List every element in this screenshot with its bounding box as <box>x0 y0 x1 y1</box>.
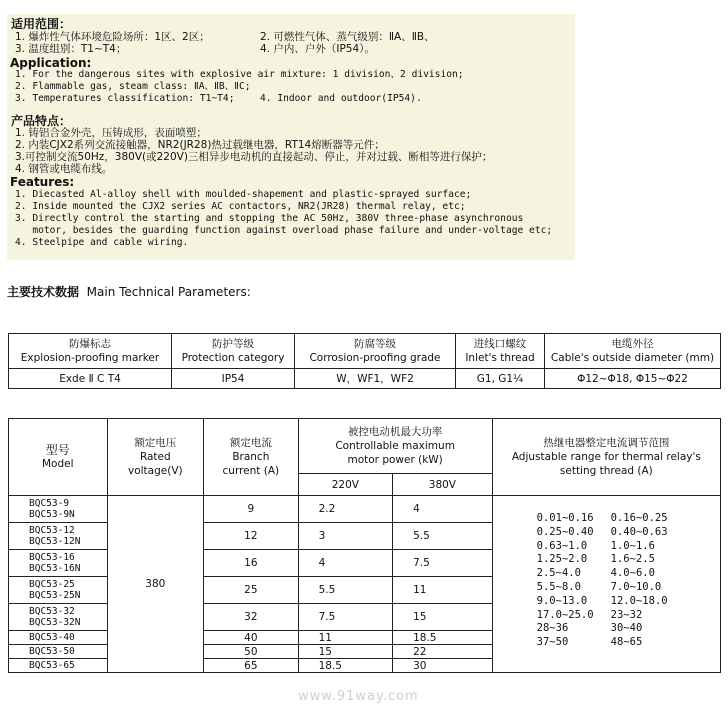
power-220-cell: 3 <box>298 523 393 550</box>
table-cell: Exde Ⅱ C T4 <box>9 369 172 389</box>
power-220-cell: 18.5 <box>298 659 393 673</box>
features-en-item: 2. Inside mounted the CJX2 series AC contactors, NR2(JR28) thermal relay, etc; <box>15 201 466 212</box>
relay-range-cell <box>492 496 720 673</box>
header-en: setting thread (A) <box>559 465 653 477</box>
table-header-row <box>9 419 721 474</box>
header-relay <box>492 419 720 496</box>
header-power <box>298 419 492 474</box>
table-cell: G1, G1¼ <box>456 369 545 389</box>
relay-range-row <box>537 581 720 595</box>
current-cell: 50 <box>204 645 299 659</box>
relay-range-low: 5.5~8.0 <box>536 580 581 593</box>
header-en: Adjustable range for thermal relay's <box>511 451 701 463</box>
protection-table <box>8 333 721 389</box>
power-220-cell: 4 <box>298 550 393 577</box>
header-220v: 220V <box>298 474 393 496</box>
scope-en-item: 2. Flammable gas, steam class: ⅡA、ⅡB、ⅡC; <box>15 81 251 92</box>
relay-range-row <box>537 553 720 567</box>
relay-range-low: 28~36 <box>536 622 569 635</box>
features-cn-item: 2. 内装CJX2系列交流接触器，NR2(JR28)热过载继电器，RT14熔断器等元件； <box>15 139 385 151</box>
relay-range-row <box>537 512 720 526</box>
features-cn-item: 3.可控制交流50Hz，380V(或220V)三相异步电动机的直接起动、停止，并对过载、断相等进行保护； <box>15 151 493 163</box>
current-cell: 65 <box>204 659 299 673</box>
current-cell: 40 <box>204 631 299 645</box>
header-en: Rated <box>139 451 171 463</box>
relay-range-high: 1.6~2.5 <box>610 553 655 566</box>
scope-en-item: 3. Temperatures classification: T1~T4; <box>15 93 235 104</box>
features-en-item: motor, besides the guarding function against overload phase failure and under-voltage etc; <box>15 225 553 236</box>
power-380-cell: 5.5 <box>393 523 493 550</box>
header-marker <box>9 334 172 369</box>
relay-range-high: 4.0~6.0 <box>610 567 655 580</box>
specs-table <box>8 418 721 673</box>
power-220-cell: 2.2 <box>298 496 393 523</box>
scope-cn-item: 2. 可燃性气体、蒸气级别：ⅡA、ⅡB、 <box>260 31 435 43</box>
power-220-cell: 11 <box>298 631 393 645</box>
header-en: Controllable maximum <box>335 440 455 453</box>
model-cell: BQC53-25 BQC53-25N <box>9 577 108 604</box>
relay-range-low: 0.25~0.40 <box>536 525 594 538</box>
header-en: Inlet's thread <box>465 352 535 364</box>
relay-range-low: 17.0~25.0 <box>536 608 594 621</box>
table-row <box>9 496 721 523</box>
header-en: Cable's outside diameter (mm) <box>550 352 715 364</box>
scope-cn-title: 适用范围： <box>11 17 72 31</box>
relay-range-high: 0.16~0.25 <box>610 512 668 524</box>
power-380-cell: 18.5 <box>393 631 493 645</box>
table-header-row <box>9 334 721 369</box>
header-cable <box>545 334 721 369</box>
features-en-title: Features: <box>10 175 75 189</box>
header-cn: 额定电流 <box>229 437 272 449</box>
scope-en-item: 1. For the dangerous sites with explosive air mixture: 1 division、2 division; <box>15 69 464 80</box>
relay-range-row <box>537 595 720 609</box>
header-protection <box>172 334 295 369</box>
description-box <box>7 14 575 260</box>
features-en-item: 3. Directly control the starting and stopping the AC 50Hz, 380V three-phase asynchronous <box>15 213 524 224</box>
header-cn: 防腐等级 <box>354 338 396 350</box>
scope-cn-item: 3. 温度组别：T1~T4； <box>15 43 127 55</box>
model-cell: BQC53-16 BQC53-16N <box>9 550 108 577</box>
header-cn: 防护等级 <box>212 338 254 350</box>
header-cn: 型号 <box>45 443 70 457</box>
model-cell: BQC53-32 BQC53-32N <box>9 604 108 631</box>
scope-cn-item: 1. 爆炸性气体环境危险场所：1区、2区； <box>15 31 210 43</box>
current-cell: 12 <box>204 523 299 550</box>
relay-range-low: 37~50 <box>536 636 569 649</box>
current-cell: 16 <box>204 550 299 577</box>
header-corrosion <box>295 334 456 369</box>
power-220-cell: 15 <box>298 645 393 659</box>
header-cn: 额定电压 <box>134 437 177 449</box>
header-cn: 电缆外径 <box>611 338 654 350</box>
relay-range-low: 9.0~13.0 <box>536 594 588 607</box>
power-380-cell: 30 <box>393 659 493 673</box>
header-en: current (A) <box>222 465 280 477</box>
header-en: voltage(V) <box>128 465 183 477</box>
relay-range-low: 1.25~2.0 <box>536 553 588 566</box>
power-220-cell: 7.5 <box>298 604 393 631</box>
model-cell: BQC53-9 BQC53-9N <box>9 496 108 523</box>
model-cell: BQC53-12 BQC53-12N <box>9 523 108 550</box>
relay-range-high: 12.0~18.0 <box>610 594 668 607</box>
relay-range-row <box>537 540 720 554</box>
power-380-cell: 11 <box>393 577 493 604</box>
features-en-item: 4. Steelpipe and cable wiring. <box>15 237 189 248</box>
table-cell: W，WF1，WF2 <box>295 369 456 389</box>
relay-range-row <box>537 609 720 623</box>
table-row <box>9 369 721 389</box>
header-380v: 380V <box>393 474 493 496</box>
scope-cn-item: 4. 户内、户外（IP54）。 <box>260 43 375 55</box>
voltage-cell: 380 <box>107 496 204 673</box>
header-voltage <box>107 419 204 496</box>
relay-range-low: 0.01~0.16 <box>536 512 594 524</box>
table-cell: Φ12~Φ18, Φ15~Φ22 <box>545 369 721 389</box>
power-380-cell: 22 <box>393 645 493 659</box>
model-cell: BQC53-65 <box>9 659 108 673</box>
relay-range-high: 1.0~1.6 <box>610 539 655 552</box>
model-cell: BQC53-40 <box>9 631 108 645</box>
relay-range-high: 30~40 <box>610 622 643 635</box>
params-title <box>7 283 251 300</box>
scope-en-title: Application: <box>10 56 92 70</box>
relay-range-high: 23~32 <box>610 608 643 621</box>
relay-range-high: 0.40~0.63 <box>610 525 668 538</box>
features-en-item: 1. Diecasted Al-alloy shell with moulded-shapement and plastic-sprayed surface; <box>15 189 472 200</box>
header-cn: 被控电动机最大功率 <box>347 426 443 439</box>
header-en: Explosion-proofing marker <box>20 352 160 364</box>
header-en: Branch <box>232 451 270 463</box>
header-cn: 热继电器整定电流调节范围 <box>543 437 670 449</box>
header-cn: 防爆标志 <box>69 338 111 350</box>
header-en: Protection category <box>181 352 285 364</box>
params-title-cn: 主要技术数据 <box>7 285 80 299</box>
features-cn-item: 1. 铸铝合金外壳，压铸成形，表面喷塑； <box>15 127 207 139</box>
watermark: www.91way.com <box>298 689 419 704</box>
header-current <box>204 419 299 496</box>
current-cell: 9 <box>204 496 299 523</box>
power-380-cell: 15 <box>393 604 493 631</box>
current-cell: 32 <box>204 604 299 631</box>
header-en: Model <box>42 458 74 470</box>
header-cn: 进线口螺纹 <box>473 338 527 350</box>
relay-range-low: 0.63~1.0 <box>536 539 588 552</box>
relay-range-low: 2.5~4.0 <box>536 567 581 580</box>
header-thread <box>456 334 545 369</box>
relay-range-high: 48~65 <box>610 636 643 649</box>
header-en: motor power (kW) <box>347 454 443 467</box>
scope-en-item: 4. Indoor and outdoor(IP54). <box>260 93 422 104</box>
model-cell: BQC53-50 <box>9 645 108 659</box>
power-380-cell: 7.5 <box>393 550 493 577</box>
relay-range-high: 7.0~10.0 <box>610 580 662 593</box>
relay-range-row <box>537 526 720 540</box>
header-model <box>9 419 108 496</box>
table-cell: IP54 <box>172 369 295 389</box>
params-title-en: Main Technical Parameters: <box>86 285 251 299</box>
power-380-cell: 4 <box>393 496 493 523</box>
relay-range-row <box>537 567 720 581</box>
features-cn-item: 4. 钢管或电缆布线。 <box>15 163 113 175</box>
relay-range-row <box>537 636 720 650</box>
power-220-cell: 5.5 <box>298 577 393 604</box>
relay-range-list <box>537 512 720 650</box>
header-en: Corrosion-proofing grade <box>309 352 441 364</box>
relay-range-row <box>537 622 720 636</box>
current-cell: 25 <box>204 577 299 604</box>
features-cn-title: 产品特点： <box>11 114 72 128</box>
